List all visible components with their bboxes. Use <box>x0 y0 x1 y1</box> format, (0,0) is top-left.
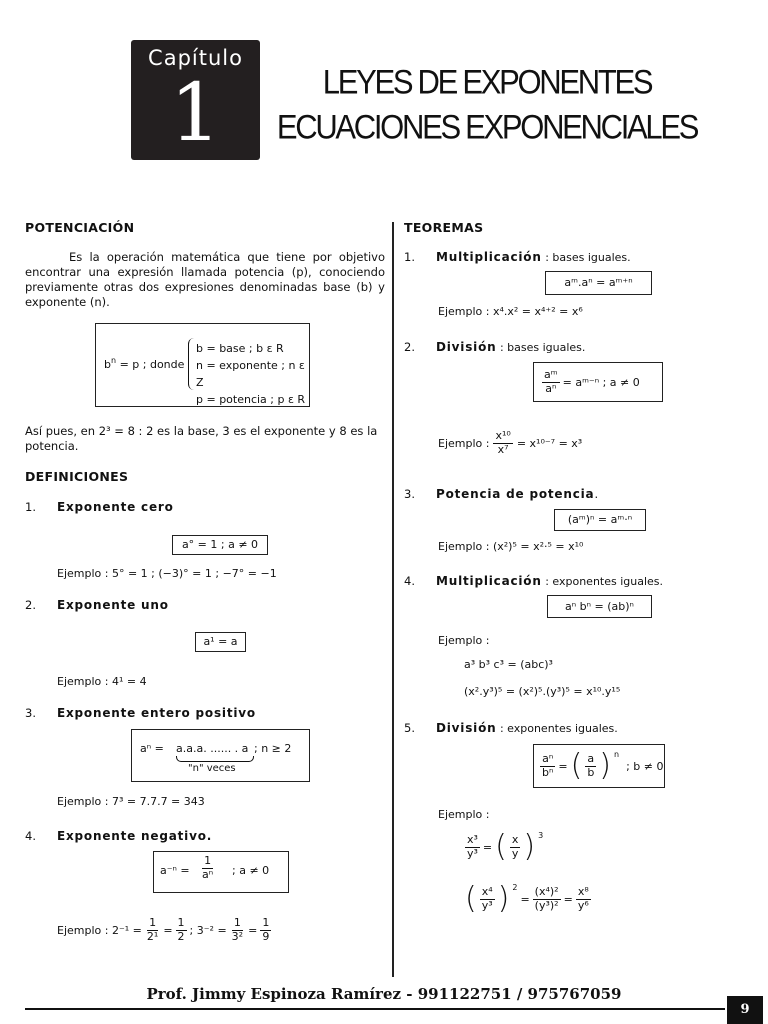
thm-3-desc: . <box>594 487 599 501</box>
chapter-number: 1 <box>170 66 221 159</box>
def-4-numerator: 1 <box>204 854 212 867</box>
thm-2-title <box>436 340 585 355</box>
thm-5-example-1: $\frac{\text{x³}}{\text{y³}}$ = ( $\frac{x}{y}$ ) $^3$ <box>467 829 544 864</box>
thm-5-condition: ; b ≠ 0 <box>626 759 664 773</box>
def-4-example-prefix: Ejemplo : 2⁻¹ = <box>57 923 142 937</box>
asi-pues-text: Así pues, en 2³ = 8 : 2 es la base, 3 es el exponente y 8 es la potencia. <box>25 424 378 453</box>
def-4-example-frac-4: $\frac{1}{9}$ <box>262 916 270 943</box>
thm-3-example: Ejemplo : (x²)⁵ = x²·⁵ = x¹⁰ <box>438 540 584 553</box>
thm-5-example-2: ( $\frac{\text{x⁴}}{\text{y³}}$ ) $^2$ = $\frac{\text{(x⁴)²}}{\text{(y³)²}}$ = $\frac{\text{x⁸}}{\text{y⁶}}$ <box>465 881 589 916</box>
thm-4-example-line-1: a³ b³ c³ = (abc)³ <box>464 658 553 671</box>
page-number-badge <box>727 996 763 1024</box>
thm-4-title <box>436 574 663 589</box>
thm-1-formula: aᵐ.aⁿ = aᵐ⁺ⁿ <box>564 276 633 289</box>
def-4-name: Exponente negativo. <box>57 829 213 843</box>
thm-4-formula: aⁿ bⁿ = (ab)ⁿ <box>565 600 634 613</box>
footer-author: Prof. Jimmy Espinoza Ramírez - 991122751 / 975767059 <box>146 985 622 1003</box>
thm-2-name: División <box>436 340 497 354</box>
thm-2-desc: : bases iguales. <box>496 341 586 354</box>
def-4-number: 4. <box>25 829 36 843</box>
def-4-example-frac-3: $\frac{1}{\text{3²}}$ <box>231 916 244 943</box>
def-4-example: Ejemplo : 2⁻¹ = $\frac{1}{\text{2¹}}$ = $\frac{1}{2}$ ; 3⁻² = $\frac{1}{\text{3²}}$ = $\frac{1}{9}$ <box>57 916 270 943</box>
potenciacion-heading: POTENCIACIÓN <box>25 220 135 235</box>
def-2-formula: a¹ = a <box>203 635 238 648</box>
title-line-1: LEYES DE EXPONENTES <box>322 62 652 102</box>
def-3-example: Ejemplo : 7³ = 7.7.7 = 343 <box>57 795 205 808</box>
thm-2-example-rhs: = x¹⁰⁻⁷ = x³ <box>516 436 583 450</box>
thm-3-name: Potencia de potencia <box>436 487 595 501</box>
thm-4-example-line-2: (x².y³)⁵ = (x²)⁵.(y³)⁵ = x¹⁰.y¹⁵ <box>464 685 621 698</box>
thm-5-example-label: Ejemplo : <box>438 808 490 821</box>
title-line-2: ECUACIONES EXPONENCIALES <box>276 107 698 147</box>
thm-4-example-label: Ejemplo : <box>438 634 490 647</box>
def-line-power: p = potencia ; p ε R <box>196 393 306 406</box>
thm-4-name: Multiplicación <box>436 574 542 588</box>
def-2-name: Exponente uno <box>57 598 169 612</box>
thm-1-example: Ejemplo : x⁴.x² = x⁴⁺² = x⁶ <box>438 305 583 318</box>
page-number: 9 <box>740 1002 750 1017</box>
thm-3-formula-box <box>554 509 646 531</box>
thm-5-lhs-fraction: $\frac{\text{aⁿ}}{\text{bⁿ}}$ <box>542 751 554 779</box>
def-exp-symbol: n <box>110 356 117 365</box>
def-3-number: 3. <box>25 706 36 720</box>
def-2-number: 2. <box>25 598 36 612</box>
definiciones-heading: DEFINICIONES <box>25 469 129 484</box>
def-3-body: a.a.a. ...... . a <box>176 742 249 755</box>
thm-5-desc: : exponentes iguales. <box>496 722 618 735</box>
thm-1-number: 1. <box>404 250 415 264</box>
thm-2-formula-box <box>533 362 663 402</box>
def-4-example-mid: ; 3⁻² = <box>189 923 227 937</box>
thm-2-example-prefix: Ejemplo : <box>438 436 490 450</box>
thm-2-example <box>438 430 582 456</box>
definition-lhs <box>104 358 184 371</box>
thm-2-formula-fraction: $\frac{\text{aᵐ}}{\text{aⁿ}}$ <box>544 367 558 395</box>
potenciacion-intro: Es la operación matemática que tiene por objetivo encontrar una expresión llamada potencia (p), conociendo previamente otras dos expresiones denominadas base (b) y exponente (n). <box>25 250 385 309</box>
definition-brace <box>188 338 195 390</box>
def-4-example-frac-2: $\frac{1}{2}$ <box>177 916 185 943</box>
thm-1-desc: : bases iguales. <box>541 251 631 264</box>
def-4-formula-box <box>153 851 289 893</box>
def-lhs-rest: = p ; donde <box>119 358 185 371</box>
thm-5-name: División <box>436 721 497 735</box>
def-3-underbrace-label: "n" veces <box>188 763 236 774</box>
def-line-base: b = base ; b ε R <box>196 342 284 355</box>
thm-3-title <box>436 487 598 502</box>
teoremas-heading: TEOREMAS <box>404 220 484 235</box>
thm-1-name: Multiplicación <box>436 250 542 264</box>
def-4-example-frac-1: $\frac{1}{\text{2¹}}$ <box>146 916 159 943</box>
thm-3-number: 3. <box>404 487 415 501</box>
def-line-exponent: n = exponente ; n ε Z <box>196 359 305 389</box>
def-1-example: Ejemplo : 5° = 1 ; (−3)° = 1 ; −7° = −1 <box>57 567 277 580</box>
thm-5-rhs-fraction: $\frac{a}{b}$ <box>587 751 595 779</box>
thm-5-title <box>436 721 618 736</box>
def-3-name: Exponente entero positivo <box>57 706 256 720</box>
def-3-condition: ; n ≥ 2 <box>254 742 292 755</box>
thm-5-formula-box: $\frac{\text{aⁿ}}{\text{bⁿ}}$ = ( $\frac{a}{b}$ ) $^n$ ; b ≠ 0 <box>533 744 665 788</box>
thm-4-number: 4. <box>404 574 415 588</box>
def-4-lhs: a⁻ⁿ = <box>160 864 190 877</box>
def-4-condition: ; a ≠ 0 <box>232 864 270 877</box>
thm-4-formula-box <box>547 595 652 618</box>
def-1-name: Exponente cero <box>57 500 174 514</box>
definition-lines <box>196 340 309 408</box>
def-2-example: Ejemplo : 4¹ = 4 <box>57 675 147 688</box>
thm-2-number: 2. <box>404 340 415 354</box>
thm-2-formula-rhs: = aᵐ⁻ⁿ ; a ≠ 0 <box>562 375 640 389</box>
potencia-definition-box <box>95 323 310 407</box>
def-base-symbol: b <box>104 358 111 371</box>
thm-3-formula: (aᵐ)ⁿ = aᵐ·ⁿ <box>567 513 633 526</box>
chapter-title <box>262 60 712 150</box>
thm-1-formula-box <box>545 271 652 295</box>
def-1-formula-box <box>172 535 268 555</box>
def-3-formula-box <box>131 729 310 782</box>
def-3-underbrace <box>176 756 254 762</box>
chapter-badge <box>131 40 260 160</box>
column-divider <box>392 222 394 977</box>
thm-5-number: 5. <box>404 721 415 735</box>
thm-2-example-fraction: $\frac{\text{x¹⁰}}{\text{x⁷}}$ <box>495 429 511 456</box>
def-4-fraction <box>200 855 215 881</box>
footer-rule <box>25 1008 725 1010</box>
thm-4-desc: : exponentes iguales. <box>541 575 664 588</box>
chapter-word: Capítulo <box>148 46 243 70</box>
thm-1-title <box>436 250 631 265</box>
def-2-formula-box <box>195 632 246 652</box>
def-3-lhs: aⁿ = <box>140 742 164 755</box>
def-4-denominator: aⁿ <box>202 867 214 881</box>
def-1-number: 1. <box>25 500 36 514</box>
def-1-formula: a° = 1 ; a ≠ 0 <box>181 538 259 551</box>
